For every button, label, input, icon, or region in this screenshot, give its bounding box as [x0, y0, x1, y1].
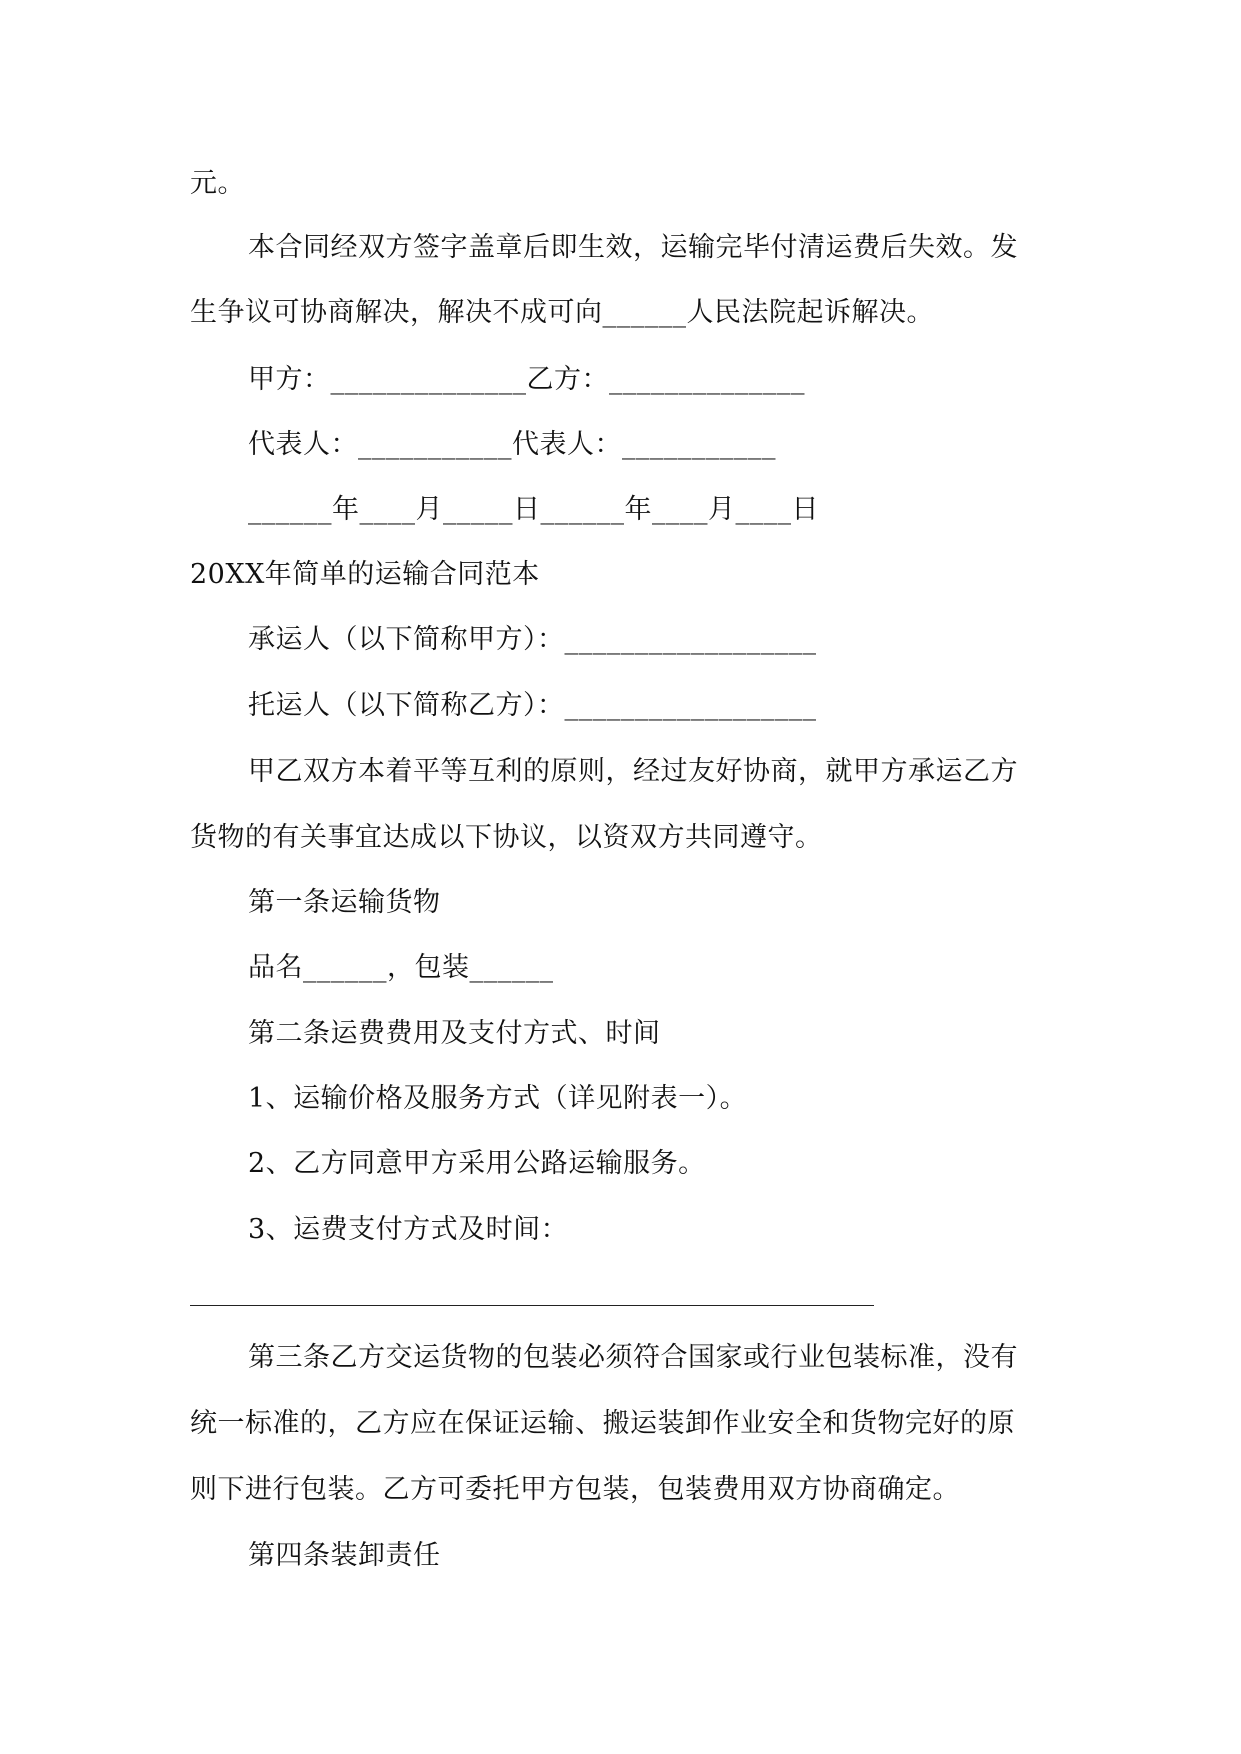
paragraph-line: 品名______，包装______ — [248, 952, 554, 983]
paragraph-line: 则下进行包装。乙方可委托甲方包装，包装费用双方协商确定。 — [190, 1474, 960, 1505]
carrier-line: 承运人（以下简称甲方）：__________________ — [248, 624, 817, 655]
article-heading: 第二条运费费用及支付方式、时间 — [248, 1018, 661, 1049]
paragraph-line: 货物的有关事宜达成以下协议，以资双方共同遵守。 — [190, 822, 823, 853]
signature-party-line: 甲方：______________乙方：______________ — [248, 364, 805, 395]
paragraph-line: 生争议可协商解决，解决不成可向______人民法院起诉解决。 — [190, 297, 934, 328]
section-title: 20XX年简单的运输合同范本 — [190, 559, 540, 590]
list-item: 3、运费支付方式及时间： — [248, 1214, 569, 1245]
shipper-line: 托运人（以下简称乙方）：__________________ — [248, 690, 817, 721]
list-item: 2、乙方同意甲方采用公路运输服务。 — [248, 1148, 706, 1179]
signature-representative-line: 代表人：___________代表人：___________ — [248, 429, 776, 460]
fill-in-blank-rule — [190, 1305, 874, 1306]
paragraph-line: 元。 — [190, 168, 245, 199]
article-heading: 第一条运输货物 — [248, 887, 441, 918]
article-heading: 第四条装卸责任 — [248, 1540, 441, 1571]
list-item: 1、运输价格及服务方式（详见附表一）。 — [248, 1083, 748, 1114]
paragraph-line: 本合同经双方签字盖章后即生效，运输完毕付清运费后失效。发 — [248, 232, 1018, 263]
signature-date-line: ______年____月_____日______年____月____日 — [248, 494, 819, 525]
paragraph-line: 统一标准的，乙方应在保证运输、搬运装卸作业安全和货物完好的原 — [190, 1408, 1015, 1439]
paragraph-line: 第三条乙方交运货物的包装必须符合国家或行业包装标准，没有 — [248, 1342, 1018, 1373]
paragraph-line: 甲乙双方本着平等互利的原则，经过友好协商，就甲方承运乙方 — [248, 756, 1018, 787]
